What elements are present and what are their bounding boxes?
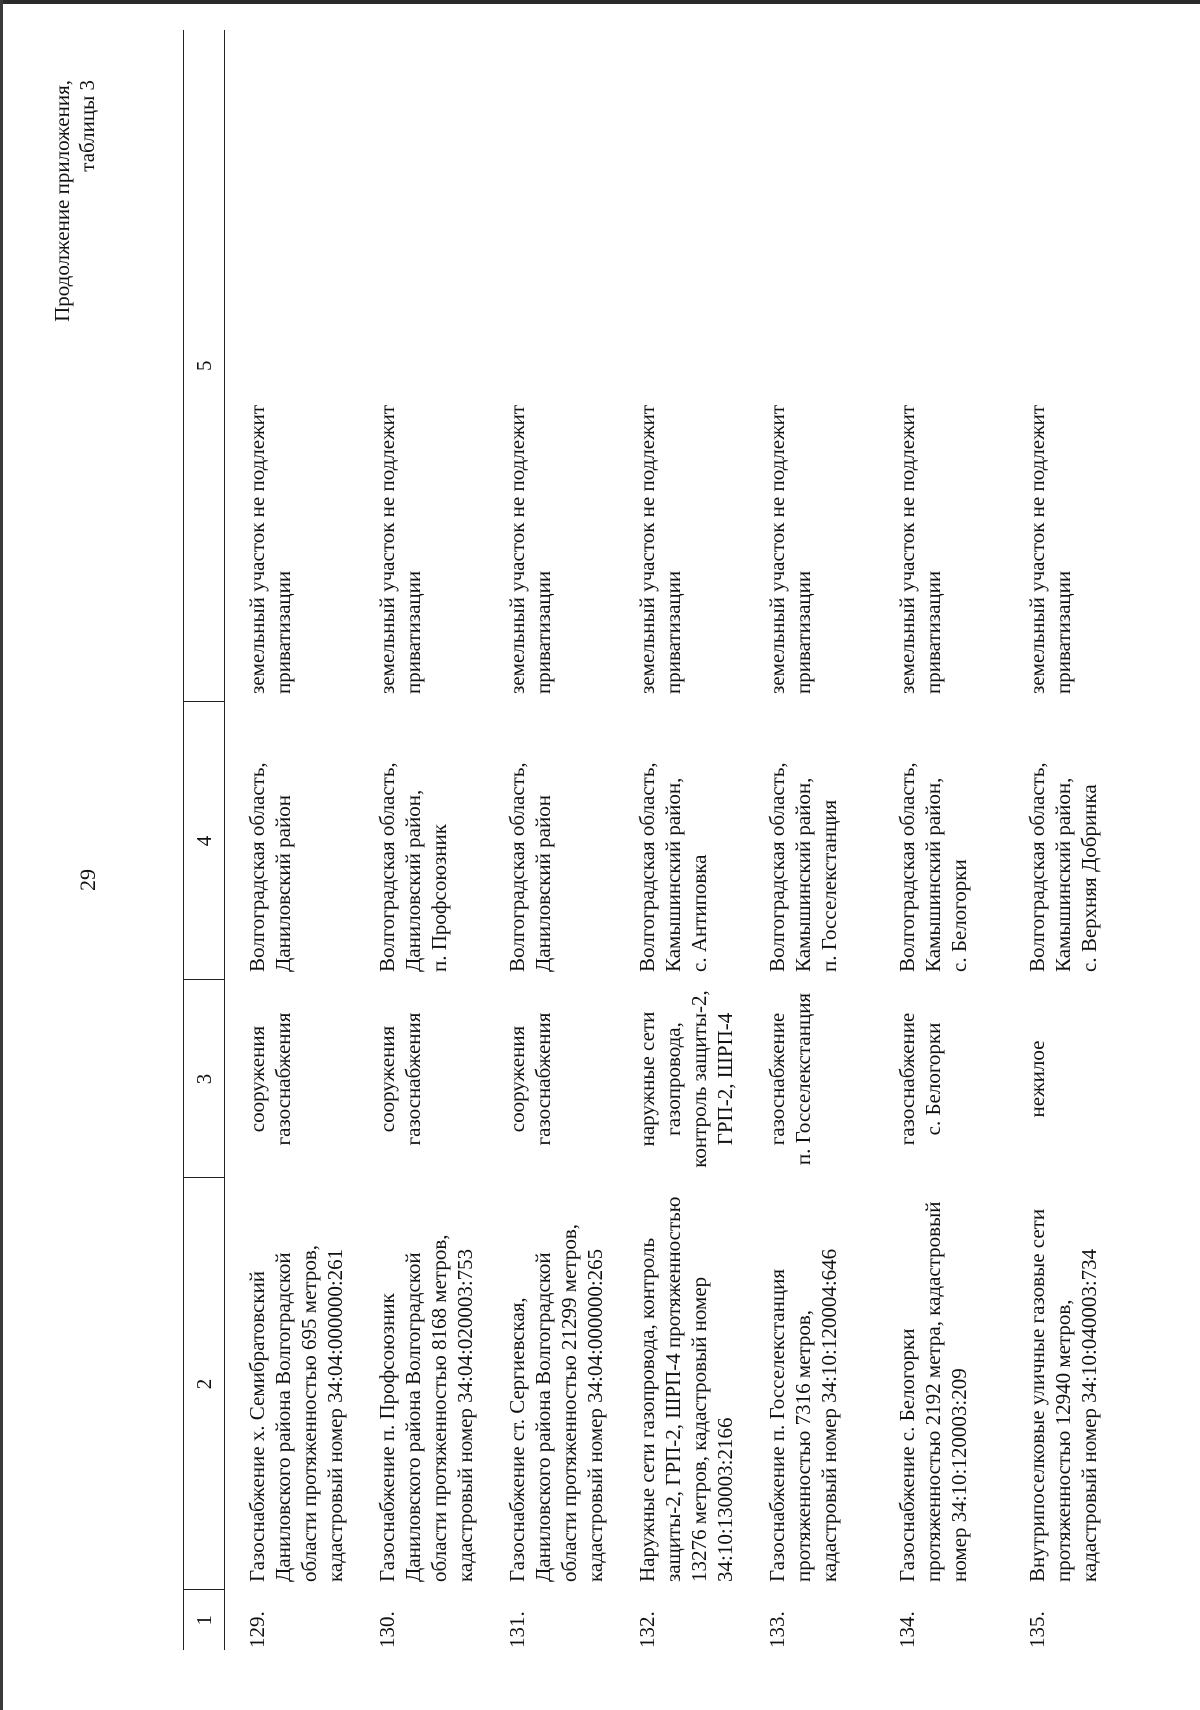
object-note-line: приватизации	[401, 570, 425, 694]
table-row	[747, 30, 877, 1650]
object-location-cell	[487, 702, 617, 980]
row-number-cell: 130.	[375, 1611, 399, 1648]
object-type-line: газоснабжение	[765, 1012, 789, 1146]
object-location-cell	[225, 702, 358, 980]
object-location-cell	[877, 702, 1007, 980]
object-location-line: Волгоградская область,	[635, 762, 659, 972]
object-note-line: земельный участок не подлежит	[375, 404, 399, 694]
row-number-cell: 134.	[895, 1611, 919, 1648]
object-name-line: Газоснабжение ст. Сергиевская,	[505, 1297, 529, 1582]
object-note-line: приватизации	[531, 570, 555, 694]
object-type-cell	[1007, 980, 1137, 1178]
table-row	[617, 30, 747, 1650]
object-note-cell	[357, 30, 487, 702]
object-type-line: сооружения	[505, 1025, 529, 1133]
object-location-cell	[1007, 702, 1137, 980]
table-row	[487, 30, 617, 1650]
table-row	[1007, 30, 1137, 1650]
object-note-line: земельный участок не подлежит	[1025, 404, 1049, 694]
object-name-cell	[487, 1178, 617, 1590]
object-location-line: Даниловский район	[531, 795, 555, 972]
object-location-line: с. Белогорки	[947, 859, 971, 972]
object-type-cell	[617, 980, 747, 1178]
object-note-line: приватизации	[921, 570, 945, 694]
column-header-2: 2	[184, 1178, 225, 1590]
object-location-line: Даниловский район,	[401, 789, 425, 972]
object-note-line: земельный участок не подлежит	[635, 404, 659, 694]
object-location-line: Волгоградская область,	[1025, 762, 1049, 972]
object-name-line: кадастровый номер 34:04:020003:753	[453, 1248, 477, 1582]
object-name-line: кадастровый номер 34:04:000000:265	[583, 1248, 607, 1582]
object-type-cell	[487, 980, 617, 1178]
object-note-line: приватизации	[791, 570, 815, 694]
table-row	[877, 30, 1007, 1650]
object-name-line: Газоснабжение п. Профсоюзник	[375, 1293, 399, 1582]
object-name-line: области протяженностью 695 метров,	[297, 1245, 321, 1582]
object-type-line: газоснабжения	[401, 1012, 425, 1146]
object-type-line: газоснабжения	[531, 1012, 555, 1146]
object-type-line: контроль защиты-2,	[687, 990, 711, 1168]
object-type-cell	[225, 980, 358, 1178]
object-note-line: приватизации	[1051, 570, 1075, 694]
object-name-line: Газоснабжение п. Госселекстанция	[765, 1269, 789, 1582]
object-type-cell	[357, 980, 487, 1178]
object-type-line: наружные сети	[635, 1011, 659, 1147]
object-location-line: Волгоградская область,	[375, 762, 399, 972]
object-location-line: п. Госселекстанция	[817, 799, 841, 972]
object-name-line: Даниловского района Волгоградской	[401, 1252, 425, 1582]
object-name-cell	[617, 1178, 747, 1590]
continuation-note	[50, 80, 100, 360]
object-location-cell	[357, 702, 487, 980]
object-name-line: 13276 метров, кадастровый номер	[687, 1276, 711, 1582]
object-location-line: Камышинский район,	[661, 777, 685, 972]
object-location-line: Камышинский район,	[921, 777, 945, 972]
object-name-line: области протяженностью 21299 метров,	[557, 1224, 581, 1582]
object-name-line: области протяженностью 8168 метров,	[427, 1234, 451, 1582]
object-name-cell	[747, 1178, 877, 1590]
object-location-line: Волгоградская область,	[895, 762, 919, 972]
object-type-line: п. Госселекстанция	[791, 992, 815, 1166]
object-type-line: ГРП-2, ШРП-4	[713, 1012, 737, 1146]
object-name-line: Наружные сети газопровода, контроль	[635, 1237, 659, 1582]
object-note-line: земельный участок не подлежит	[895, 404, 919, 694]
object-name-cell	[1007, 1178, 1137, 1590]
object-name-line: номер 34:10:120003:209	[947, 1368, 971, 1582]
object-note-cell	[617, 30, 747, 702]
object-name-line: кадастровый номер 34:10:040003:734	[1077, 1248, 1101, 1582]
object-location-cell	[747, 702, 877, 980]
object-name-line: 34:10:130003:2166	[713, 1417, 737, 1582]
property-table	[183, 30, 1137, 1650]
object-name-line: Внутрипоселковые уличные газовые сети	[1025, 1208, 1049, 1582]
object-name-line: Даниловского района Волгоградской	[531, 1252, 555, 1582]
object-note-line: земельный участок не подлежит	[245, 404, 269, 694]
object-note-cell	[1007, 30, 1137, 702]
object-note-cell	[487, 30, 617, 702]
row-number-cell: 129.	[245, 1611, 269, 1648]
object-note-cell	[747, 30, 877, 702]
object-note-line: земельный участок не подлежит	[505, 404, 529, 694]
object-location-line: Волгоградская область,	[505, 762, 529, 972]
object-name-cell	[225, 1178, 358, 1590]
continuation-note-line-2: таблицы 3	[75, 80, 99, 172]
object-note-line: приватизации	[271, 570, 295, 694]
object-location-cell	[617, 702, 747, 980]
object-name-line: протяженностью 12940 метров,	[1051, 1299, 1075, 1582]
object-type-line: сооружения	[245, 1025, 269, 1133]
table-row	[225, 30, 358, 1650]
object-note-cell	[225, 30, 358, 702]
object-location-line: Камышинский район,	[1051, 777, 1075, 972]
object-name-line: Газоснабжение х. Семибратовский	[245, 1270, 269, 1582]
object-name-line: защиты-2, ГРП-2, ШРП-4 протяженностью	[661, 1196, 685, 1582]
object-name-line: протяженностью 7316 метров,	[791, 1309, 815, 1582]
header-row	[184, 30, 225, 1650]
object-location-line: с. Верхняя Добринка	[1077, 784, 1101, 972]
object-name-line: Даниловского района Волгоградской	[271, 1252, 295, 1582]
object-location-line: Даниловский район	[271, 795, 295, 972]
object-name-cell	[357, 1178, 487, 1590]
object-note-line: земельный участок не подлежит	[765, 404, 789, 694]
object-location-line: Волгоградская область,	[765, 762, 789, 972]
object-name-line: кадастровый номер 34:10:120004:646	[817, 1248, 841, 1582]
object-type-line: сооружения	[375, 1025, 399, 1133]
row-number-cell: 132.	[635, 1611, 659, 1648]
object-type-cell	[747, 980, 877, 1178]
object-type-line: нежилое	[1025, 1040, 1049, 1118]
page-number: 29	[75, 869, 100, 891]
object-name-line: кадастровый номер 34:04:000000:261	[323, 1248, 347, 1582]
object-name-cell	[877, 1178, 1007, 1590]
object-type-cell	[877, 980, 1007, 1178]
table-body	[225, 30, 1138, 1650]
continuation-note-line-1: Продолжение приложения,	[50, 80, 74, 322]
column-header-4: 4	[184, 702, 225, 980]
object-name-line: Газоснабжение с. Белогорки	[895, 1328, 919, 1582]
column-header-3: 3	[184, 980, 225, 1178]
object-location-line: Волгоградская область,	[245, 762, 269, 972]
object-location-line: Камышинский район,	[791, 777, 815, 972]
row-number-cell: 133.	[765, 1611, 789, 1648]
object-type-line: газоснабжения	[271, 1012, 295, 1146]
object-type-line: газоснабжение	[895, 1012, 919, 1146]
object-location-line: с. Антиповка	[687, 854, 711, 972]
column-header-5: 5	[184, 30, 225, 702]
row-number-cell: 135.	[1025, 1611, 1049, 1648]
object-type-line: с. Белогорки	[921, 1022, 945, 1136]
object-type-line: газопровода,	[661, 1022, 685, 1136]
table-row	[357, 30, 487, 1650]
column-header-1: 1	[184, 1590, 225, 1650]
object-location-line: п. Профсоюзник	[427, 824, 451, 972]
object-note-line: приватизации	[661, 570, 685, 694]
row-number-cell: 131.	[505, 1611, 529, 1648]
object-name-line: протяженностью 2192 метра, кадастровый	[921, 1201, 945, 1582]
object-note-cell	[877, 30, 1007, 702]
